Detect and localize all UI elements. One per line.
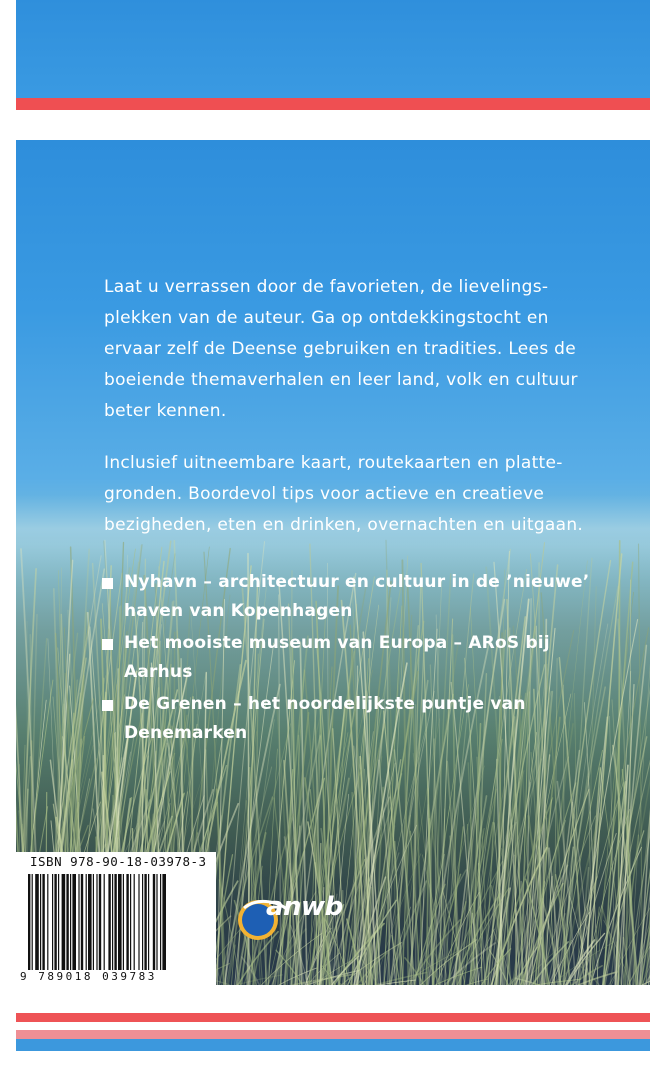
bottom-pink-stripe [16, 1030, 650, 1039]
bottom-blue-stripe [16, 1039, 650, 1051]
anwb-logo-text: anwb [266, 892, 343, 922]
highlight-text: Nyhavn – architectuur en cultuur in de ’nieuwe’ haven van Kopenhagen [124, 572, 590, 621]
top-blue-band [16, 0, 650, 98]
bullet-square-icon [102, 578, 113, 589]
description-paragraph-2: Inclusief uitneembare kaart, routekaarten en platte-gronden. Boordevol tips voor actieve en creatieve bezigheden, eten en drinken, overnachten en uitgaan. [104, 453, 584, 535]
ean-digits: 9 789018 039783 [20, 970, 157, 983]
bullet-square-icon [102, 700, 113, 711]
highlight-text: De Grenen – het noordelijkste puntje van Denemarken [124, 694, 526, 743]
highlight-item [102, 629, 612, 687]
isbn-number: ISBN 978-90-18-03978-3 [30, 854, 207, 869]
highlight-item [102, 690, 612, 748]
highlights-list [102, 568, 612, 751]
highlight-item [102, 568, 612, 626]
top-red-stripe [16, 98, 650, 110]
barcode-area [16, 852, 216, 985]
description-paragraph-1: Laat u verrassen door de favorieten, de lievelings-plekken van de auteur. Ga op ontdekkingstocht en ervaar zelf de Deense gebruiken en tradities. Lees de boeiende themaverhalen en leer land, volk en cultuur beter kennen. [104, 277, 578, 421]
bullet-square-icon [102, 639, 113, 650]
bottom-red-stripe [16, 1013, 650, 1022]
barcode-icon [28, 874, 204, 970]
bottom-white-stripe [16, 1022, 650, 1030]
highlight-text: Het mooiste museum van Europa – ARoS bij Aarhus [124, 633, 550, 682]
anwb-logo [236, 888, 366, 948]
